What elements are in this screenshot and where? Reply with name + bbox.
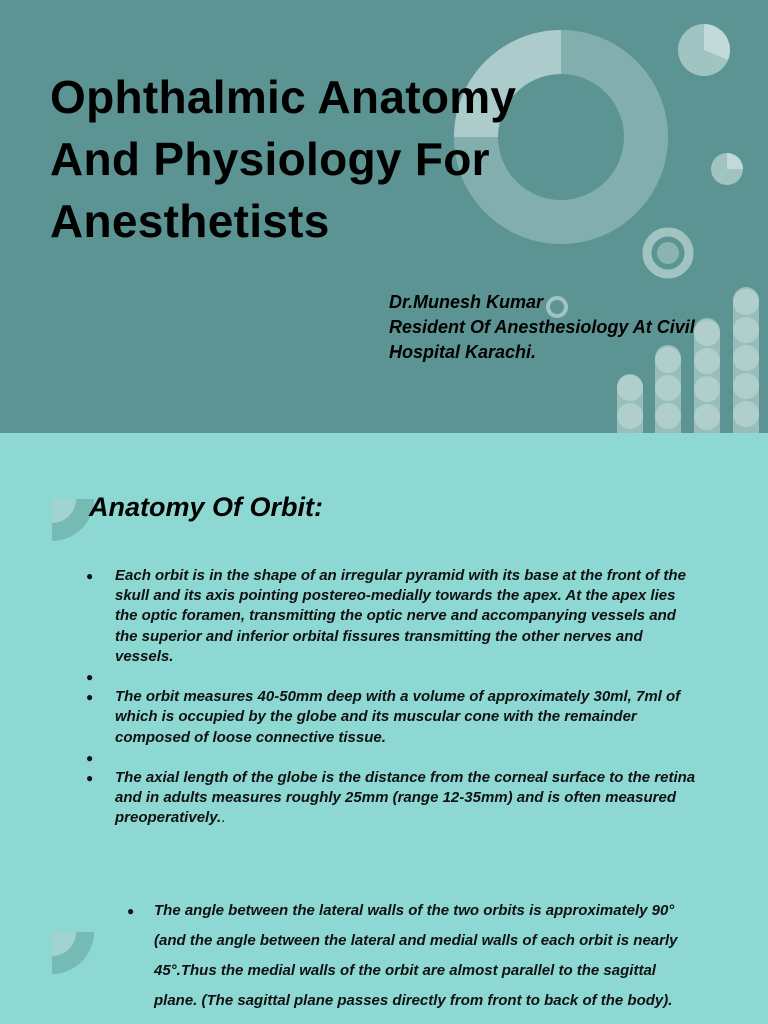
title-line: Anesthetists bbox=[50, 195, 330, 247]
bullet-icon: ● bbox=[86, 670, 94, 685]
bullet-text: The orbit measures 40-50mm deep with a volume of approximately 30ml, 7ml of which is occupied by the globe and its muscular cone with the remainder composed of loose connective tissue. bbox=[115, 688, 681, 746]
list-item bbox=[84, 566, 696, 667]
author-name: Dr.Munesh Kumar bbox=[389, 292, 544, 312]
trailing-period: . bbox=[221, 809, 226, 827]
bullet-icon: ● bbox=[127, 904, 135, 918]
author-affiliation: Hospital Karachi. bbox=[389, 342, 537, 362]
bullet-text: The axial length of the globe is the distance from the corneal surface to the retina and in adults measures roughly 25mm (range 12-35mm) and is often measured preoperatively. bbox=[115, 769, 696, 827]
bullet-icon: ● bbox=[86, 750, 94, 765]
author-affiliation: Resident Of Anesthesiology At Civil bbox=[389, 317, 695, 337]
bullet-icon: ● bbox=[86, 569, 94, 583]
quarter-circle-decoration bbox=[52, 932, 96, 976]
title-line: Ophthalmic Anatomy bbox=[50, 71, 517, 123]
title-slide bbox=[0, 0, 768, 433]
bullet-text: Each orbit is in the shape of an irregular pyramid with its base at the front of the skull and its axis pointing postereo-medially towards the apex. At the apex lies the optic foramen, transmitting the optic nerve and accompanying vessels and the superior and inferior orbital fissures transmitting the other nerves and vessels. bbox=[115, 567, 686, 665]
content-slide bbox=[0, 433, 768, 1024]
list-item bbox=[84, 687, 696, 748]
section-heading: Anatomy Of Orbit: bbox=[89, 492, 323, 522]
bullet-icon: ● bbox=[86, 690, 94, 705]
list-item bbox=[84, 667, 696, 687]
bullet-list bbox=[84, 566, 696, 829]
list-item bbox=[84, 748, 696, 768]
list-item bbox=[84, 768, 696, 829]
list-item bbox=[125, 896, 685, 1016]
bullet-list bbox=[125, 896, 685, 1016]
author-block bbox=[389, 290, 764, 365]
bullet-icon: ● bbox=[86, 771, 94, 785]
presentation-title bbox=[50, 66, 610, 252]
bullet-text: The angle between the lateral walls of the two orbits is approximately 90° (and the angle between the lateral and medial walls of each orbit is nearly 45°.Thus the medial walls of the orbit are almost parallel to the sagittal plane. (The sagittal plane passes directly from front to back of the body). bbox=[154, 902, 678, 1009]
title-line: And Physiology For bbox=[50, 133, 490, 185]
